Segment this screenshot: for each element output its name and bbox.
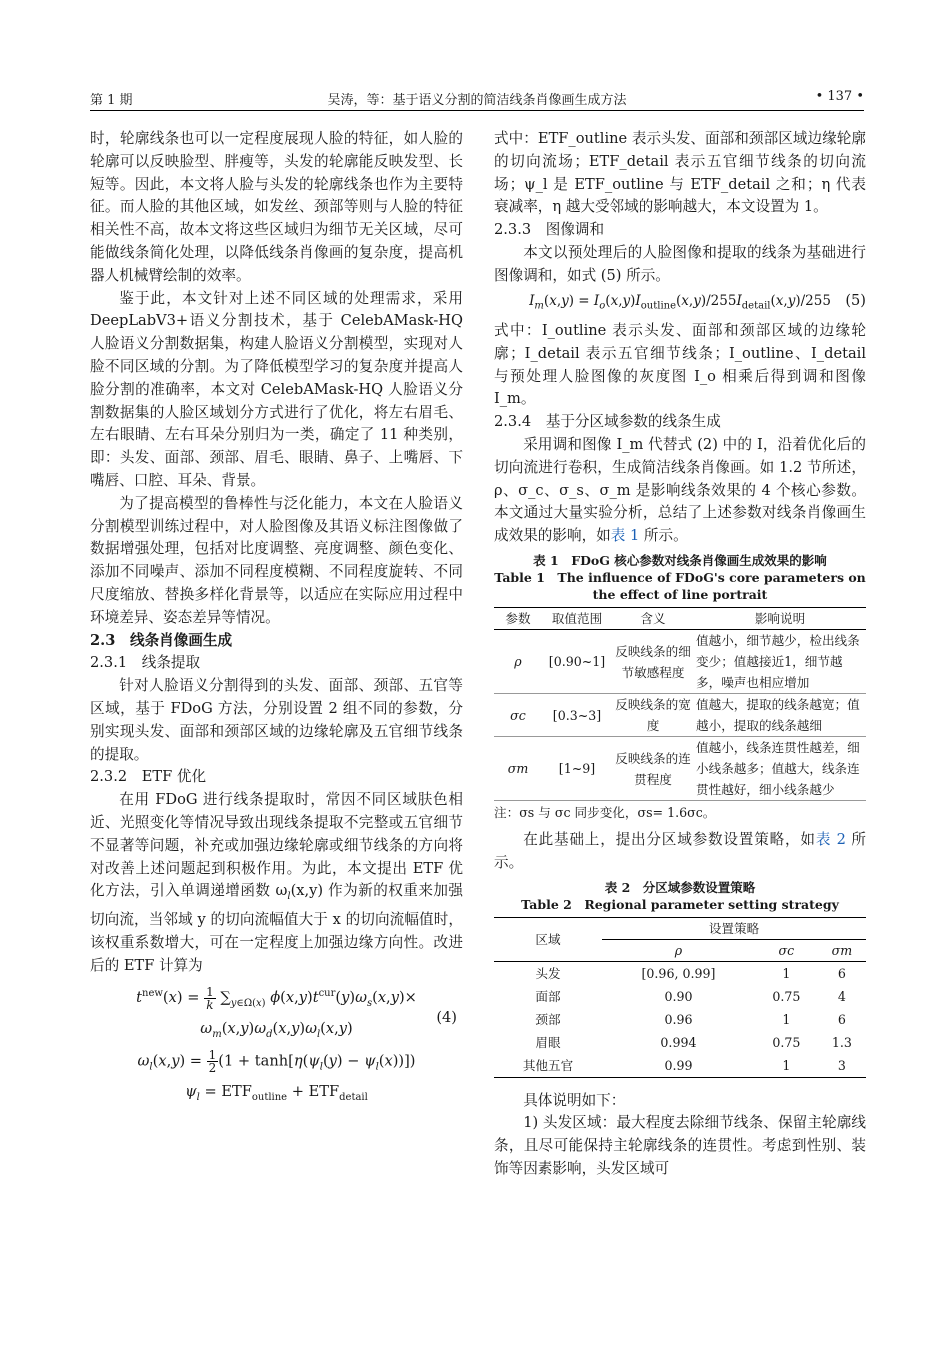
paragraph: 在用 FDoG 进行线条提取时，常因不同区域肤色相近、光照变化等情况导致出现线条提取不完整或五官细节不显著等问题，补充或加强边缘轮廓或细节线条的方向将对改善上述问题起到积极作用。为此，本文提出 ETF 优化方法，引入单调递增函数 $\omega_l(x,y)$ 作为新的权重来加强切向流，当邻域 y 的切向流幅值大于 x 的切向流幅值时，该权重系数增大，可在一定程度上加强边缘方向性。改进后的 ETF 计算为 [90,791,463,974]
paragraph: 采用调和图像 I_m 代替式 (2) 中的 I，沿着优化后的切向流进行卷积，生成简洁线条肖像画。如 1.2 节所述，ρ、σ_c、σ_s、σ_m 是影响线条效果的 4 个核心参数。本文通过大量实验分析，总结了上述参数对线条肖像画生成效果的影响，如表 1 所示。 [494,436,866,545]
subsection-heading: 2.3.3 图像调和 [494,221,605,239]
table-1-note: 注：σs 与 σc 同步变化，σs= 1.6σc。 [494,805,716,821]
table-row: 眉眼 0.994 0.75 1.3 [535,1034,852,1050]
paragraph: 为了提高模型的鲁棒性与泛化能力，本文在人脸语义分割模型训练过程中，对人脸图像及其语义标注图像做了数据增强处理，包括对比度调整、亮度调整、颜色变化、添加不同噪声、添加不同程度模糊、不同程度旋转、不同尺度缩放、替换多样化背景等，以适应在实际应用过程中环境差异、姿态差异等情况。 [90,494,463,626]
paragraph: 式中：ETF_outline 表示头发、面部和颈部区域边缘轮廓的切向流场；ETF_detail 表示五官细节线条的切向流场；ψ_l 是 ETF_outline 与 ETF_detail 之和；η 代表衰减率，η 越大受邻域的影响越大，本文设置为 1。 [494,130,866,216]
table-2 [494,917,866,1078]
table-header: 区域 [494,917,602,961]
paragraph: 1) 头发区域：最大程度去除细节线条、保留主轮廓线条，且尽可能保持主轮廓线条的连贯性。考虑到性别、装饰等因素影响，头发区域可 [494,1114,866,1178]
equation-number: (5) [845,291,866,309]
table-row: 头发 [0.96, 0.99] 1 6 [535,965,846,981]
table-header: ρ [674,942,683,958]
table-header: 设置策略 [602,917,866,939]
subsection-heading: 2.3.2 ETF 优化 [90,768,207,786]
subsection-heading: 2.3.4 基于分区域参数的线条生成 [494,413,721,431]
equation-5: $I_m(x,y) = I_o(x,y)I_{outline}(x,y)/255I_{detail}(x,y)/255$ (5) [529,291,866,312]
table-header: σm [831,942,853,958]
table-row: σm [1~9] 反映线条的连贯程度 值越小，线条连贯性越差，细小线条越多；值越大，线条连贯性越好，细小线条越少 [494,737,866,801]
section-heading: 2.3 线条肖像画生成 [90,631,233,649]
table-1-caption: 表 1 FDoG 核心参数对线条肖像画生成效果的影响 Table 1 The influence of FDoG's core parameters on the effect of line portrait [494,553,866,603]
table-2-caption: 表 2 分区域参数设置策略 Table 2 Regional parameter setting strategy [521,879,839,912]
table-row: ρ [0.90~1] 反映线条的细节敏感程度 值越小，细节越少，检出线条变少；值越接近1，细节越多，噪声也相应增加 [494,630,866,694]
paragraph: 在此基础上，提出分区域参数设置策略，如表 2 所示。 [494,831,866,871]
paragraph: 式中：I_outline 表示头发、面部和颈部区域的边缘轮廓；I_detail 表示五官细节线条；I_outline、I_detail 与预处理人脸图像的灰度图 I_o 相乘后得到调和图像 I_m。 [494,322,866,408]
table-row: 颈部 0.96 1 6 [535,1011,846,1027]
paragraph: 具体说明如下： [523,1091,626,1109]
right-column [494,128,866,1181]
paragraph: 针对人脸语义分割得到的头发、面部、颈部、五官等区域，基于 FDoG 方法，分别设置 2 组不同的参数，分别实现头发、面部和颈部区域的边缘轮廓及五官细节线条的提取。 [90,677,463,763]
paragraph: 时，轮廓线条也可以一定程度展现人脸的特征，如人脸的轮廓可以反映脸型、胖瘦等，头发的轮廓能反映发型、长短等。因此，本文将人脸与头发的轮廓线条也作为主要特征。而人脸的其他区域，如发丝、颈部等则与人脸的特征相关性不高，故本文将这些区域归为细节无关区域，尽可能做线条简化处理，以降低线条肖像画的复杂度，提高机器人机械臂绘制的效率。 [90,130,463,284]
left-column [90,128,463,1112]
equation-4: $t^{new}(x)$ = $\frac{1}{k}$ $\sum_{y\in\Omega(x)}$ $\phi(x,y)t^{cur}(y)\omega_s(x,y)\times$ $\omega_m(x,y)\omega_d(x,y)\omega_l(x,y)$ $\omega_l(x,y)$ = $\frac{1}{2}$ $(1 + \tanh[\eta(\psi_l(y) - \psi_l(x))])$ $\psi_l = ETF_{outline} + ETF_{detail}$ (4) [136,984,457,1103]
table-header: 参数 [494,608,542,630]
subsection-heading: 2.3.1 线条提取 [90,654,201,672]
equation-number: (4) [436,1009,457,1027]
table-2-link[interactable]: 表 2 [815,831,846,849]
page-number: • 137 • [815,89,864,104]
table-1 [494,607,866,801]
running-title: 吴涛，等：基于语义分割的简洁线条肖像画生成方法 [327,93,627,108]
table-row: σc [0.3~3] 反映线条的宽度 值越大，提取的线条越宽；值越小，提取的线条越细 [494,694,866,737]
issue-number: 第 1 期 [90,93,133,108]
table-row: 面部 0.90 0.75 4 [535,988,846,1004]
table-row: 其他五官 0.99 1 3 [522,1057,846,1073]
table-header: 含义 [612,608,694,630]
table-header: 影响说明 [694,608,866,630]
running-header [90,86,864,111]
table-header: 取值范围 [542,608,612,630]
table-header: σc [778,942,795,958]
paragraph: 本文以预处理后的人脸图像和提取的线条为基础进行图像调和，如式 (5) 所示。 [494,243,866,284]
table-1-link[interactable]: 表 1 [610,527,640,545]
paragraph: 鉴于此，本文针对上述不同区域的处理需求，采用 DeepLabV3+语义分割技术，基于 CelebAMask-HQ 人脸语义分割数据集，构建人脸语义分割模型，实现对人脸不同区域的分割。为了降低模型学习的复杂度并提高人脸分割的准确率，本文对 CelebAMask-HQ 人脸语义分割数据集的人脸区域划分方式进行了优化，将左右眉毛、左右眼睛、左右耳朵分别归为一类，确定了 11 种类别，即：头发、面部、颈部、眉毛、眼睛、鼻子、上嘴唇、下嘴唇、口腔、耳朵、背景。 [90,289,463,489]
